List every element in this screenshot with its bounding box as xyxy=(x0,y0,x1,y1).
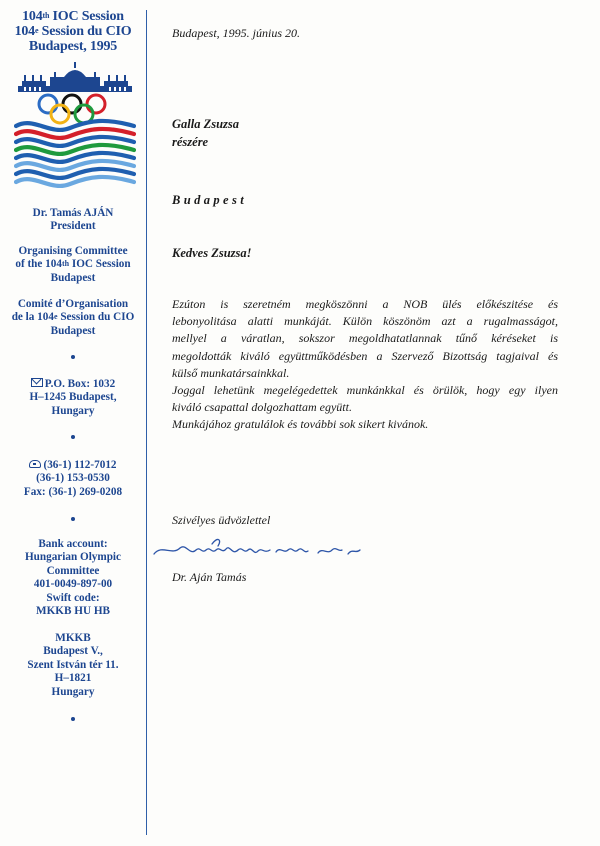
letter-body xyxy=(172,296,558,434)
body-line: Joggal lehetünk megelégedettek munkánkkal és örülök, hogy egy ilyen xyxy=(172,383,558,398)
recipient-name: Galla Zsuzsa xyxy=(172,117,240,131)
president-title: President xyxy=(50,220,96,233)
session-title-fr: 104e Session du CIO xyxy=(14,24,132,39)
separator-dot xyxy=(71,355,75,359)
handwritten-signature xyxy=(152,532,372,572)
session-title-en: 104th IOC Session xyxy=(22,9,124,24)
envelope-icon xyxy=(31,378,43,387)
committee-fr-line-2: de la 104e Session du CIO xyxy=(11,311,135,324)
letterhead-sidebar xyxy=(0,0,146,846)
committee-fr-line-1: Comité d’Organisation xyxy=(17,298,129,310)
salutation: Kedves Zsuzsa! xyxy=(172,246,252,260)
phone-block xyxy=(0,459,146,499)
telephone-icon xyxy=(29,460,41,468)
separator-dot xyxy=(71,517,75,521)
signer-name: Dr. Aján Tamás xyxy=(172,570,247,584)
bank-address-3: Szent István tér 11. xyxy=(27,658,119,671)
po-country: Hungary xyxy=(51,404,95,417)
body-line: külső munkatársainkkal. xyxy=(172,365,290,380)
body-line: megoldották kiváló együttműködésben a Szervező Bizottság tagjaival és xyxy=(172,348,558,363)
bank-address-4: H–1821 xyxy=(54,672,92,685)
letter-date: Budapest, 1995. június 20. xyxy=(172,26,300,40)
committee-en-line-3: Budapest xyxy=(50,271,96,284)
committee-en-line-2: of the 104th IOC Session xyxy=(15,258,131,271)
committee-en-line-1: Organising Committee xyxy=(18,245,128,257)
bank-block xyxy=(0,538,146,618)
po-box-line: P.O. Box: 1032 xyxy=(0,378,146,391)
bank-label: Bank account: xyxy=(38,538,108,550)
swift-code: MKKB HU HB xyxy=(36,605,110,618)
president-block xyxy=(0,207,146,234)
session-title-city: Budapest, 1995 xyxy=(28,39,118,54)
bank-name-1: Hungarian Olympic xyxy=(24,551,122,564)
sidebar-divider xyxy=(146,10,147,835)
bank-number: 401-0049-897-00 xyxy=(33,578,113,591)
postal-address-block xyxy=(0,378,146,418)
olympic-rings-parliament-danube-logo xyxy=(14,62,136,192)
closing: Szivélyes üdvözlettel xyxy=(172,513,271,527)
fax-line: Fax: (36-1) 269-0208 xyxy=(23,485,123,498)
president-name: Dr. Tamás AJÁN xyxy=(32,207,114,219)
committee-en-block xyxy=(0,245,146,285)
bank-address-2: Budapest V., xyxy=(43,645,103,658)
swift-label: Swift code: xyxy=(46,591,100,604)
phone-1-line: (36-1) 112-7012 xyxy=(0,459,146,472)
body-line: Ezúton is szeretném megköszönni a NOB ülés előkészitése és xyxy=(172,297,558,311)
po-city: H–1245 Budapest, xyxy=(29,391,117,404)
bank-address-5: Hungary xyxy=(51,685,95,698)
recipient-city: Budapest xyxy=(172,193,248,207)
phone-2: (36-1) 153-0530 xyxy=(36,472,110,485)
recipient-sub: részére xyxy=(172,135,209,149)
body-line: lebonyolitása alatti munkáját. Külön köszönöm azt a rugalmasságot, xyxy=(172,314,558,329)
bank-name-2: Committee xyxy=(46,564,100,577)
body-line: mellyel a váratlan, sokszor megoldhatatlannak tűnő kéréseket is xyxy=(172,331,558,346)
body-line: kiváló csapattal dolgozhattam együtt. xyxy=(172,400,352,415)
committee-fr-line-3: Budapest xyxy=(50,324,96,337)
committee-fr-block xyxy=(0,298,146,338)
separator-dot xyxy=(71,717,75,721)
bank-address-block xyxy=(0,632,146,699)
separator-dot xyxy=(71,435,75,439)
bank-address-1: MKKB xyxy=(55,632,91,644)
body-line: Munkájához gratulálok és további sok sikert kivánok. xyxy=(172,417,429,432)
